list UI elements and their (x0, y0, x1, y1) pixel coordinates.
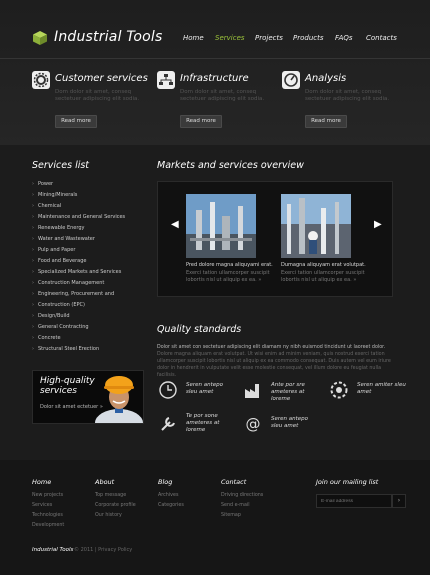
hierarchy-icon (157, 71, 175, 89)
footer-heading-about[interactable]: About (95, 478, 115, 486)
slide-title: Pred dolore magna aliquyami erat. (186, 262, 273, 268)
footer-heading-home[interactable]: Home (32, 478, 52, 486)
read-more-button[interactable]: Read more (305, 115, 347, 128)
footer-heading-contact[interactable]: Contact (221, 478, 247, 486)
footer-link[interactable]: Development (32, 523, 65, 528)
footer-link[interactable]: Driving directions (221, 493, 264, 498)
quality-body: Dolore magna aliquam erat volutpat. Ut wisi enim ad minim veniam, quis nostrud exerci tation ullamcorper suscipit lobortis nisl ut aliquip ex ea commodo consequat. Duis autem vel eum iriure dolor in hendrerit in vulputate velit esse molestie consequat, vel illum dolore eu feugiat nulla facilisis. (157, 352, 391, 378)
service-link[interactable]: › Renewable Energy (32, 225, 84, 231)
footer-heading-blog[interactable]: Blog (158, 478, 173, 486)
feature-title-analysis: Analysis (305, 73, 347, 84)
header-divider (0, 58, 430, 59)
service-link[interactable]: › General Contracting (32, 324, 89, 330)
read-more-button[interactable]: Read more (180, 115, 222, 128)
service-link[interactable]: › Specialized Markets and Services (32, 269, 121, 275)
wrench-icon (158, 414, 178, 434)
mailing-list-title: Join our mailing list (316, 478, 379, 486)
feature-title-customer-services: Customer services (55, 73, 148, 84)
service-link[interactable]: › Construction (EPC) (32, 302, 85, 308)
service-link[interactable]: › Maintenance and General Services (32, 214, 125, 220)
footer-link[interactable]: Our history (95, 513, 122, 518)
footer-link[interactable]: Services (32, 503, 53, 508)
feature-text: Dom dolor sit amet, conseq sectetuer adipiscing elit sodia. (55, 89, 140, 102)
quality-text (157, 344, 392, 379)
gear-icon (32, 71, 50, 89)
footer-link[interactable]: Archives (158, 493, 179, 498)
settings-icon (329, 380, 349, 400)
feature-text: Dom dolor sit amet, conseq sectetuer adipiscing elit sodia. (180, 89, 265, 102)
services-list-title: Services list (32, 160, 90, 171)
refinery-photo[interactable] (186, 194, 256, 258)
quality-item-text: Ante por sre ameteres at loreme (271, 382, 305, 402)
promo-title: High-quality services (40, 376, 95, 396)
at-icon (243, 414, 263, 434)
slide-text[interactable]: Exerci tation ullamcorper suscipit lobortis nisl ut aliquip ex ea. » (281, 270, 365, 283)
pipes-photo[interactable] (281, 194, 351, 258)
brand-name[interactable]: Industrial Tools (54, 29, 163, 45)
footer-brand: Industrial Tools (32, 547, 74, 553)
markets-title: Markets and services overview (157, 160, 304, 171)
service-link[interactable]: › Design/Build (32, 313, 70, 319)
service-link[interactable]: › Structural Steel Erection (32, 346, 99, 352)
nav-faqs[interactable]: FAQs (335, 34, 353, 42)
nav-contacts[interactable]: Contacts (366, 34, 397, 42)
chevron-right-icon[interactable]: ▶ (374, 219, 382, 230)
quality-item-text: Seren antepo sleu amet (271, 416, 309, 429)
feature-text: Dom dolor sit amet, conseq sectetuer adipiscing elit sodia. (305, 89, 390, 102)
subscribe-button[interactable]: › (392, 494, 406, 508)
footer-link[interactable]: New projects (32, 493, 64, 498)
feature-title-infrastructure: Infrastructure (180, 73, 249, 84)
quality-highlight: Dolor sit amet con sectetuer adipiscing elit diamam ny nibh euismod tincidunt ut laoreet dolor. (157, 345, 386, 350)
nav-home[interactable]: Home (183, 34, 204, 42)
cube-logo-icon[interactable] (32, 30, 48, 46)
factory-icon (243, 380, 263, 400)
clock-icon (158, 380, 178, 400)
email-field[interactable] (316, 494, 392, 508)
slide-text[interactable]: Exerci tation ullamcorper suscipit lobortis nisl ut aliquip ex ea. » (186, 270, 270, 283)
promo-subtitle[interactable]: Dolor sit amet ectetuer » (40, 404, 103, 410)
footer-link[interactable]: Categories (158, 503, 184, 508)
quality-title: Quality standards (157, 324, 242, 335)
nav-projects[interactable]: Projects (255, 34, 283, 42)
service-link[interactable]: › Engineering, Procurement and (32, 291, 114, 297)
copyright-text[interactable]: © 2011 | Privacy Policy (74, 547, 133, 553)
quality-item-text: Te por sone ameteres at loreme (186, 413, 220, 433)
slide-title: Dumagna aliquyam erat volutpat. (281, 262, 366, 268)
quality-item-text: Seren amiter sleu amet (357, 382, 406, 395)
service-link[interactable]: › Power (32, 181, 53, 187)
svg-text:@: @ (245, 415, 261, 433)
quality-item-text: Seren antepo sleu amet (186, 382, 224, 395)
service-link[interactable]: › Concrete (32, 335, 61, 341)
service-link[interactable]: › Pulp and Paper (32, 247, 75, 253)
service-link[interactable]: › Mining/Minerals (32, 192, 77, 198)
chevron-left-icon[interactable]: ◀ (171, 219, 179, 230)
footer-link[interactable]: Technologies (32, 513, 63, 518)
read-more-button[interactable]: Read more (55, 115, 97, 128)
service-link[interactable]: › Chemical (32, 203, 61, 209)
nav-products[interactable]: Products (293, 34, 324, 42)
footer-link[interactable]: Send e-mail (221, 503, 250, 508)
footer-link[interactable]: Sitemap (221, 513, 241, 518)
service-link[interactable]: › Construction Management (32, 280, 104, 286)
service-link[interactable]: › Water and Wastewater (32, 236, 95, 242)
service-link[interactable]: › Food and Beverage (32, 258, 87, 264)
footer-link[interactable]: Corporate profile (95, 503, 136, 508)
nav-services[interactable]: Services (215, 34, 245, 42)
footer-link[interactable]: Top message (95, 493, 127, 498)
gauge-icon (282, 71, 300, 89)
